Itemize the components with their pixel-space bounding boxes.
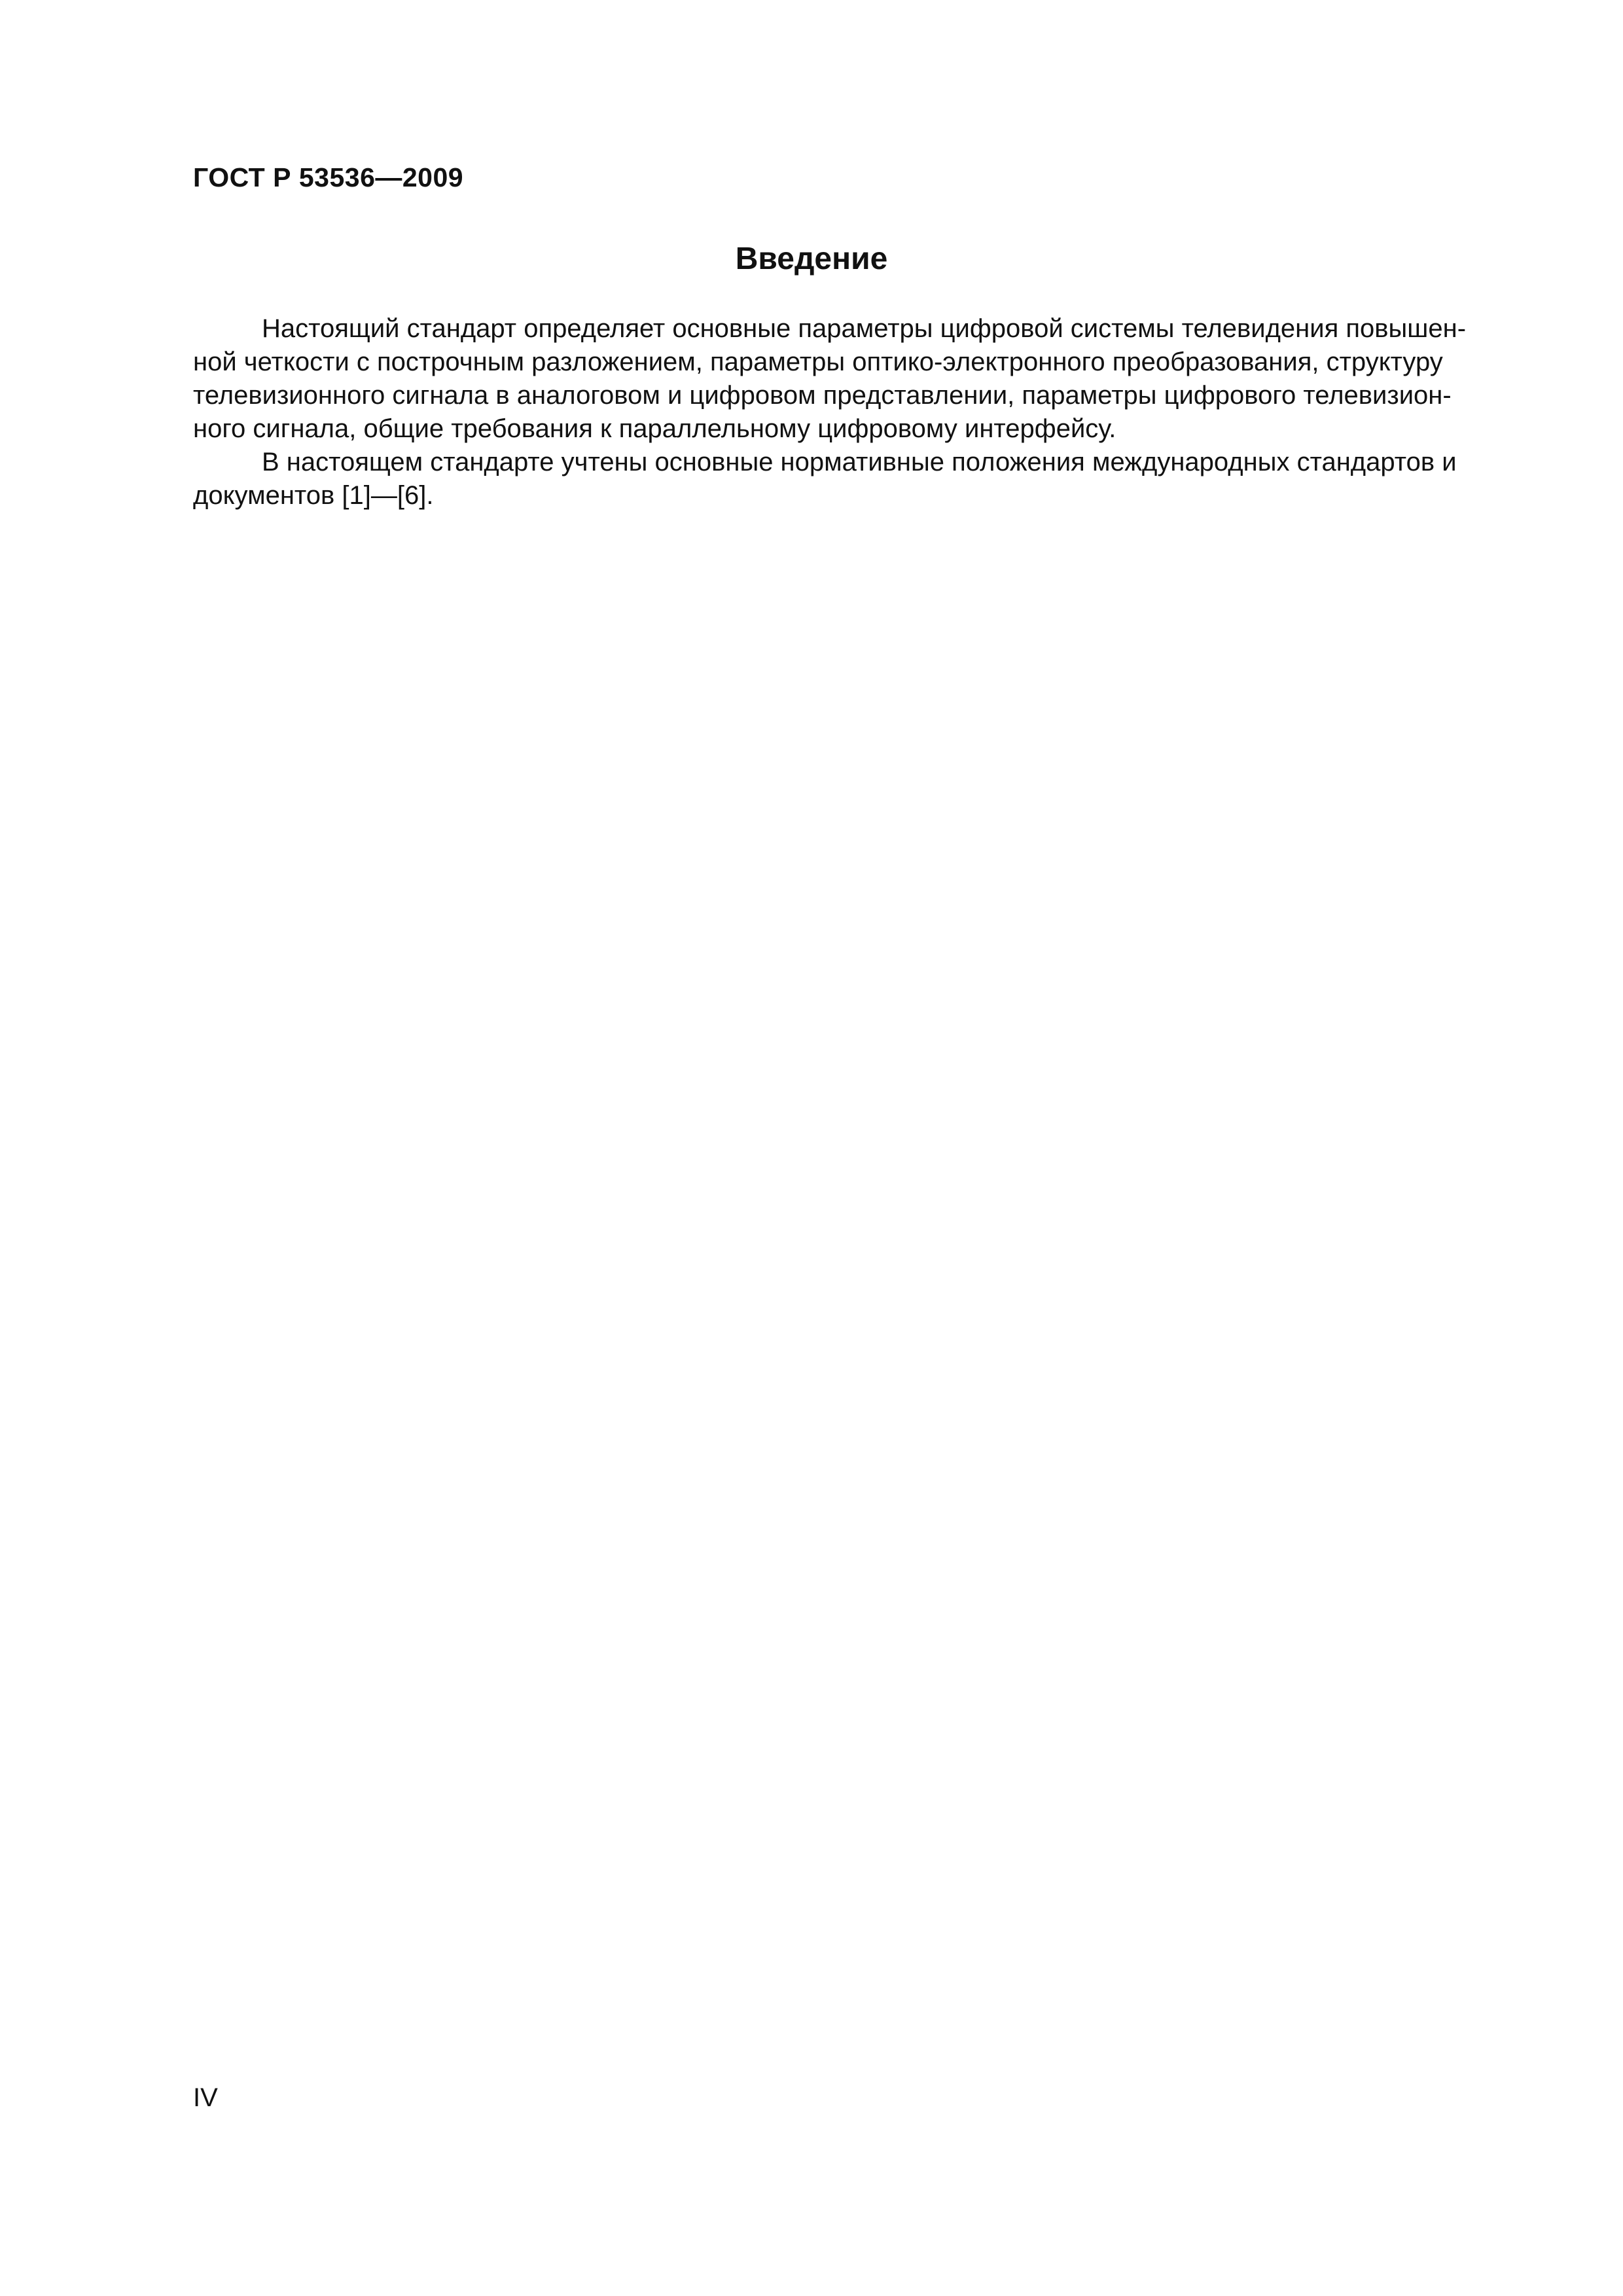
introduction-text [193,312,1467,512]
document-code: ГОСТ Р 53536—2009 [193,162,464,192]
paragraph-line: телевизионного сигнала в аналоговом и цифровом представлении, параметры цифрового телевизион- [193,381,1452,410]
paragraph-line: В настоящем стандарте учтены основные нормативные положения международных стандартов и [262,448,1457,476]
paragraph-2 [193,446,1457,512]
paragraph-1 [193,312,1467,446]
paragraph-line: ного сигнала, общие требования к параллельному цифровому интерфейсу. [193,414,1116,443]
paragraph-line: ной четкости с построчным разложением, параметры оптико-электронного преобразования, структуру [193,348,1443,376]
section-title: Введение [735,242,888,276]
paragraph-line: Настоящий стандарт определяет основные параметры цифровой системы телевидения повышен- [262,314,1467,343]
page-number: IV [193,2083,218,2112]
paragraph-line: документов [1]—[6]. [193,481,434,510]
